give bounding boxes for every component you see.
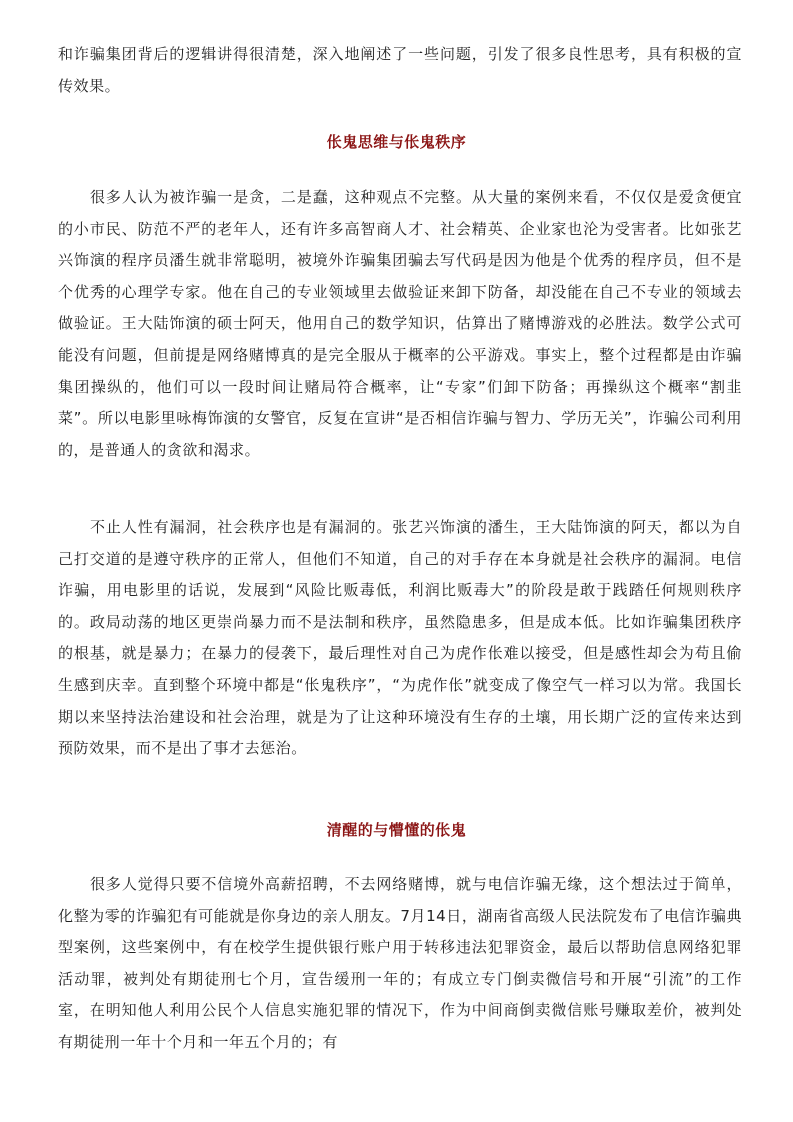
intro-paragraph: 和诈骗集团背后的逻辑讲得很清楚，深入地阐述了一些问题，引发了很多良性思考，具有积极的宣传效果。 [58, 45, 742, 95]
section-heading-2: 清醒的与懵懂的伥鬼 [326, 821, 467, 839]
section1-paragraph-2: 不止人性有漏洞，社会秩序也是有漏洞的。张艺兴饰演的潘生，王大陆饰演的阿天，都以为自己打交道的是遵守秩序的正常人，但他们不知道，自己的对手存在本身就是社会秩序的漏洞。电信诈骗，用电影里的话说，发展到“风险比贩毒低，利润比贩毒大”的阶段是敢于践踏任何规则秩序的。政局动荡的地区更崇尚暴力而不是法制和秩序，虽然隐患多，但是成本低。比如诈骗集团秩序的根基，就是暴力；在暴力的侵袭下，最后理性对自己为虎作伥难以接受，但是感性却会为苟且偷生感到庆幸。直到整个环境中都是“伥鬼秩序”，“为虎作伥”就变成了像空气一样习以为常。我国长期以来坚持法治建设和社会治理，就是为了让这种环境没有生存的土壤，用长期广泛的宣传来达到预防效果，而不是出了事才去惩治。 [58, 518, 742, 758]
section-heading-1: 伥鬼思维与伥鬼秩序 [326, 133, 467, 151]
section1-paragraph-1: 很多人认为被诈骗一是贪，二是蠢，这种观点不完整。从大量的案例来看，不仅仅是爱贪便宜的小市民、防范不严的老年人，还有许多高智商人才、社会精英、企业家也沦为受害者。比如张艺兴饰演的程序员潘生就非常聪明，被境外诈骗集团骗去写代码是因为他是个优秀的程序员，但不是个优秀的心理学专家。他在自己的专业领域里去做验证来卸下防备，却没能在自己不专业的领域去做验证。王大陆饰演的硕士阿天，他用自己的数学知识，估算出了赌博游戏的必胜法。数学公式可能没有问题，但前提是网络赌博真的是完全服从于概率的公平游戏。事实上，整个过程都是由诈骗集团操纵的，他们可以一段时间让赌局符合概率，让“专家”们卸下防备；再操纵这个概率“割韭菜”。所以电影里咏梅饰演的女警官，反复在宣讲“是否相信诈骗与智力、学历无关”，诈骗公司利用的，是普通人的贪欲和渴求。 [58, 188, 742, 459]
section2-paragraph-1: 很多人觉得只要不信境外高薪招聘，不去网络赌博，就与电信诈骗无缘，这个想法过于简单，化整为零的诈骗犯有可能就是你身边的亲人朋友。7月14日，湖南省高级人民法院发布了电信诈骗典型案例，这些案例中，有在校学生提供银行账户用于转移违法犯罪资金，最后以帮助信息网络犯罪活动罪，被判处有期徒刑七个月，宣告缓刑一年的；有成立专门倒卖微信号和开展“引流”的工作室，在明知他人利用公民个人信息实施犯罪的情况下，作为中间商倒卖微信账号赚取差价，被判处有期徒刑一年十个月和一年五个月的；有 [58, 875, 742, 1051]
